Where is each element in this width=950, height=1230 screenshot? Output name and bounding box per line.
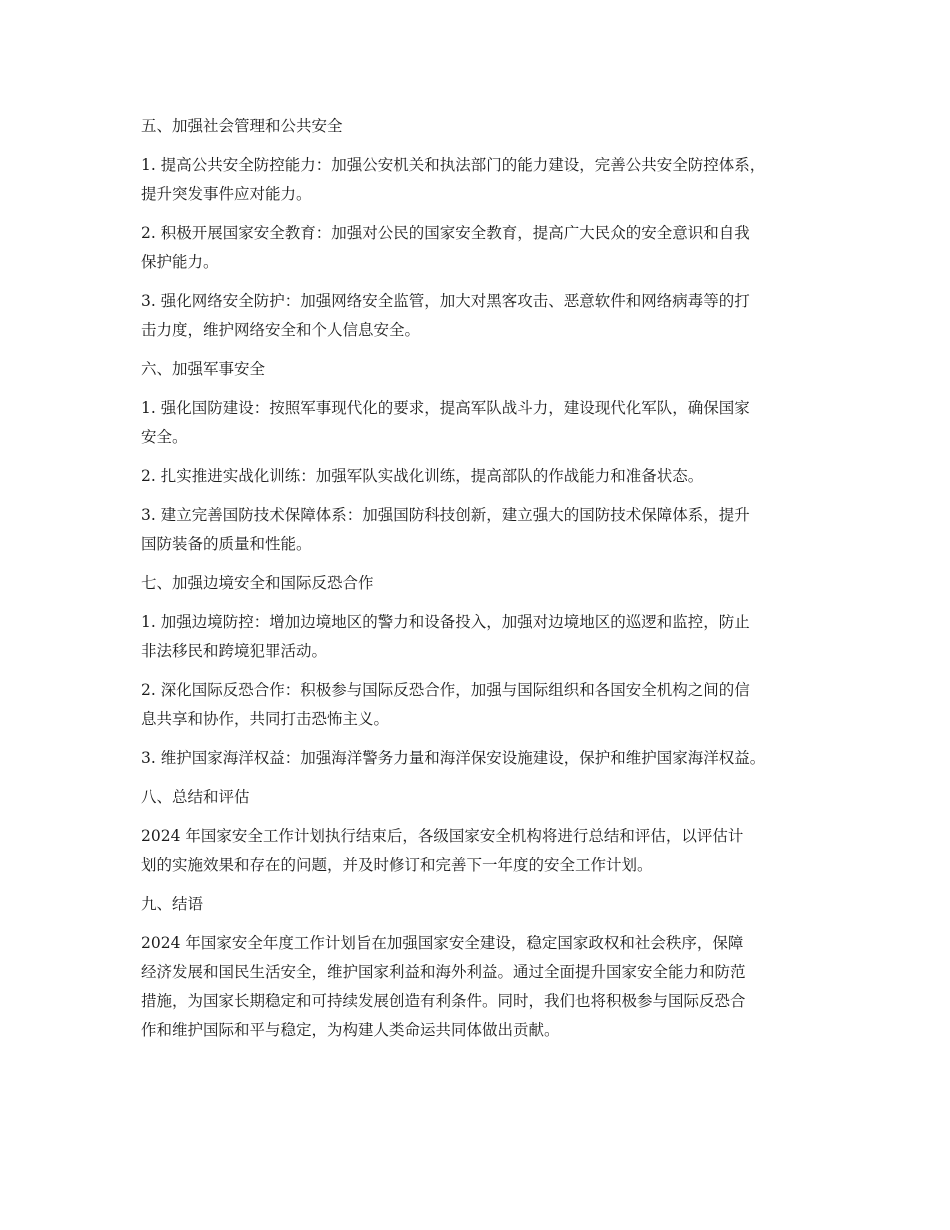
list-item	[141, 744, 831, 773]
paragraph	[141, 822, 831, 880]
text-line: 2024 年国家安全年度工作计划旨在加强国家安全建设，稳定国家政权和社会秩序，保障	[141, 934, 744, 952]
section-heading-8: 八、总结和评估	[141, 788, 250, 806]
text-line: 1. 强化国防建设：按照军事现代化的要求，提高军队战斗力，建设现代化军队，确保国家	[141, 399, 750, 417]
text-line: 国防装备的质量和性能。	[141, 535, 312, 553]
paragraph	[141, 929, 831, 1045]
text-line: 经济发展和国民生活安全，维护国家利益和海外利益。通过全面提升国家安全能力和防范	[141, 963, 746, 981]
text-line: 作和维护国际和平与稳定，为构建人类命运共同体做出贡献。	[141, 1021, 560, 1039]
section-heading-5: 五、加强社会管理和公共安全	[141, 117, 343, 135]
list-item	[141, 501, 831, 559]
text-line: 保护能力。	[141, 253, 219, 271]
list-item	[141, 287, 831, 345]
section-heading-9: 九、结语	[141, 895, 204, 913]
list-item	[141, 151, 831, 209]
text-line: 息共享和协作，共同打击恐怖主义。	[141, 710, 390, 728]
text-line: 非法移民和跨境犯罪活动。	[141, 642, 328, 660]
text-line: 划的实施效果和存在的问题，并及时修订和完善下一年度的安全工作计划。	[141, 856, 653, 874]
text-line: 3. 强化网络安全防护：加强网络安全监管，加大对黑客攻击、恶意软件和网络病毒等的打	[141, 292, 750, 310]
list-item	[141, 394, 831, 452]
text-line: 3. 建立完善国防技术保障体系：加强国防科技创新，建立强大的国防技术保障体系，提升	[141, 506, 750, 524]
text-line: 2. 积极开展国家安全教育：加强对公民的国家安全教育，提高广大民众的安全意识和自我	[141, 224, 750, 242]
text-line: 安全。	[141, 428, 188, 446]
section-heading-7: 七、加强边境安全和国际反恐合作	[141, 574, 374, 592]
section-heading-6: 六、加强军事安全	[141, 360, 266, 378]
document-body	[141, 112, 831, 1055]
text-line: 击力度，维护网络安全和个人信息安全。	[141, 321, 421, 339]
list-item	[141, 219, 831, 277]
text-line: 措施，为国家长期稳定和可持续发展创造有利条件。同时，我们也将积极参与国际反恐合	[141, 992, 746, 1010]
list-item	[141, 608, 831, 666]
text-line: 提升突发事件应对能力。	[141, 185, 312, 203]
text-line: 1. 加强边境防控：增加边境地区的警力和设备投入，加强对边境地区的巡逻和监控，防止	[141, 613, 750, 631]
text-line: 2024 年国家安全工作计划执行结束后，各级国家安全机构将进行总结和评估，以评估计	[141, 827, 744, 845]
text-line: 3. 维护国家海洋权益：加强海洋警务力量和海洋保安设施建设，保护和维护国家海洋权益。	[141, 749, 766, 767]
list-item	[141, 676, 831, 734]
text-line: 2. 扎实推进实战化训练：加强军队实战化训练，提高部队的作战能力和准备状态。	[141, 467, 704, 485]
text-line: 1. 提高公共安全防控能力：加强公安机关和执法部门的能力建设，完善公共安全防控体系，	[141, 156, 766, 174]
list-item	[141, 462, 831, 491]
text-line: 2. 深化国际反恐合作：积极参与国际反恐合作，加强与国际组织和各国安全机构之间的信	[141, 681, 750, 699]
